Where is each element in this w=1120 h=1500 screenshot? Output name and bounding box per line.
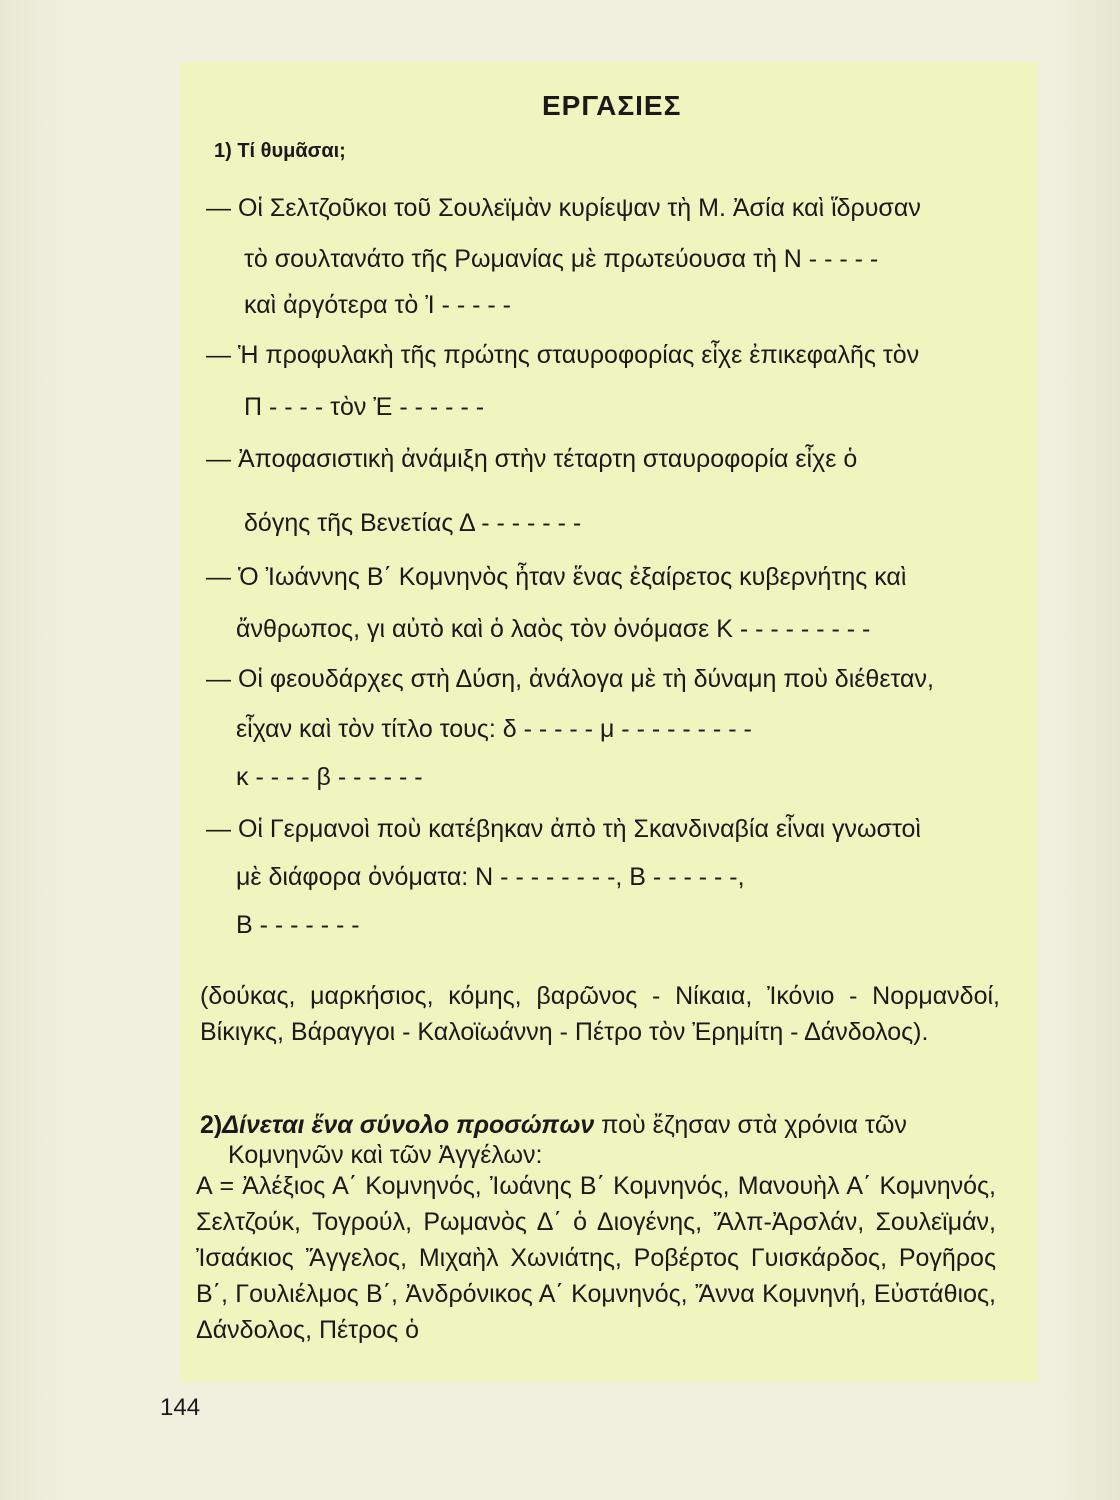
exercise1-line: — Ἡ προφυλακὴ τῆς πρώτης σταυροφορίας εἶχε ἐπικεφαλῆς τὸν [206,341,920,369]
exercise1-line: κ - - - - β - - - - - - [236,763,423,791]
exercise1-line: ἄνθρωπος, γι αὐτὸ καὶ ὁ λαὸς τὸν ὀνόμασε Κ - - - - - - - - - [236,615,871,643]
exercise1-line: Β - - - - - - - [236,911,360,939]
exercise2-heading-line2: Κομνηνῶν καὶ τῶν Ἀγγέλων: [228,1141,543,1169]
exercise1-line: — Οἱ φεουδάρχες στὴ Δύση, ἀνάλογα μὲ τὴ δύναμη ποὺ διέθεταν, [206,665,934,693]
exercise2-set: A = Ἀλέξιος Α΄ Κομνηνός, Ἰωάνης Β΄ Κομνηνός, Μανουὴλ Α΄ Κομνηνός, Σελτζούκ, Τογρούλ, Ρωμανὸς Δ΄ ὁ Διογένης, Ἄλπ-Ἀρσλάν, Σουλεϊμάν, Ἰσαάκιος Ἄγγελος, Μιχαὴλ Χωνιάτης, Ροβέρτος Γυισκάρδος, Ρογῆρος Β΄, Γουλιέλμος Β΄, Ἀνδρόνικος Α΄ Κομνηνός, Ἄννα Κομνηνή, Εὐστάθιος, Δάνδολος, Πέτρος ὁ [196,1172,996,1344]
exercise2-bold-phrase: Δίνεται ἕνα σύνολο προσώπων [222,1111,595,1139]
exercise1-line: μὲ διάφορα ὀνόματα: Ν - - - - - - - -, Β - - - - - -, [236,863,745,891]
exercise1-line: — Ὁ Ἰωάννης Β΄ Κομνηνὸς ἦταν ἕνας ἐξαίρετος κυβερνήτης καὶ [206,563,907,591]
exercise1-line: — Οἱ Σελτζοῦκοι τοῦ Σουλεϊμὰν κυρίεψαν τὴ Μ. Ἀσία καὶ ἵδρυσαν [206,194,921,222]
exercise1-line: δόγης τῆς Βενετίας Δ - - - - - - - [244,509,582,537]
exercise2-heading-rest: ποὺ ἔζησαν στὰ χρόνια τῶν [594,1111,907,1139]
page-number: 144 [160,1394,201,1421]
exercise1-line: καὶ ἀργότερα τὸ Ἰ - - - - - [244,291,511,319]
page-title: ΕΡΓΑΣΙΕΣ [542,90,682,121]
exercise1-line: εἶχαν καὶ τὸν τίτλο τους: δ - - - - - μ - - - - - - - - - [236,715,752,743]
exercise1-options: (δούκας, μαρκήσιος, κόμης, βαρῶνος - Νίκαια, Ἰκόνιο - Νορμανδοί, Βίκιγκς, Βάραγγοι - Καλοϊωάννη - Πέτρο τὸν Ἐρημίτη - Δάνδολος). [200,982,1000,1046]
exercise1-line: — Ἀποφασιστικὴ ἀνάμιξη στὴν τέταρτη σταυροφορία εἶχε ὁ [206,445,858,473]
exercise1-heading: 1) Τί θυμᾶσαι; [214,140,346,162]
exercise1-line: τὸ σουλτανάτο τῆς Ρωμανίας μὲ πρωτεύουσα τὴ Ν - - - - - [244,245,879,273]
exercise1-line: — Οἱ Γερμανοὶ ποὺ κατέβηκαν ἀπὸ τὴ Σκανδιναβία εἶναι γνωστοὶ [206,815,921,843]
exercise2-heading [200,1110,907,1140]
exercise2-number: 2) [200,1111,223,1139]
exercise1-line: Π - - - - τὸν Ἐ - - - - - - [244,393,485,421]
